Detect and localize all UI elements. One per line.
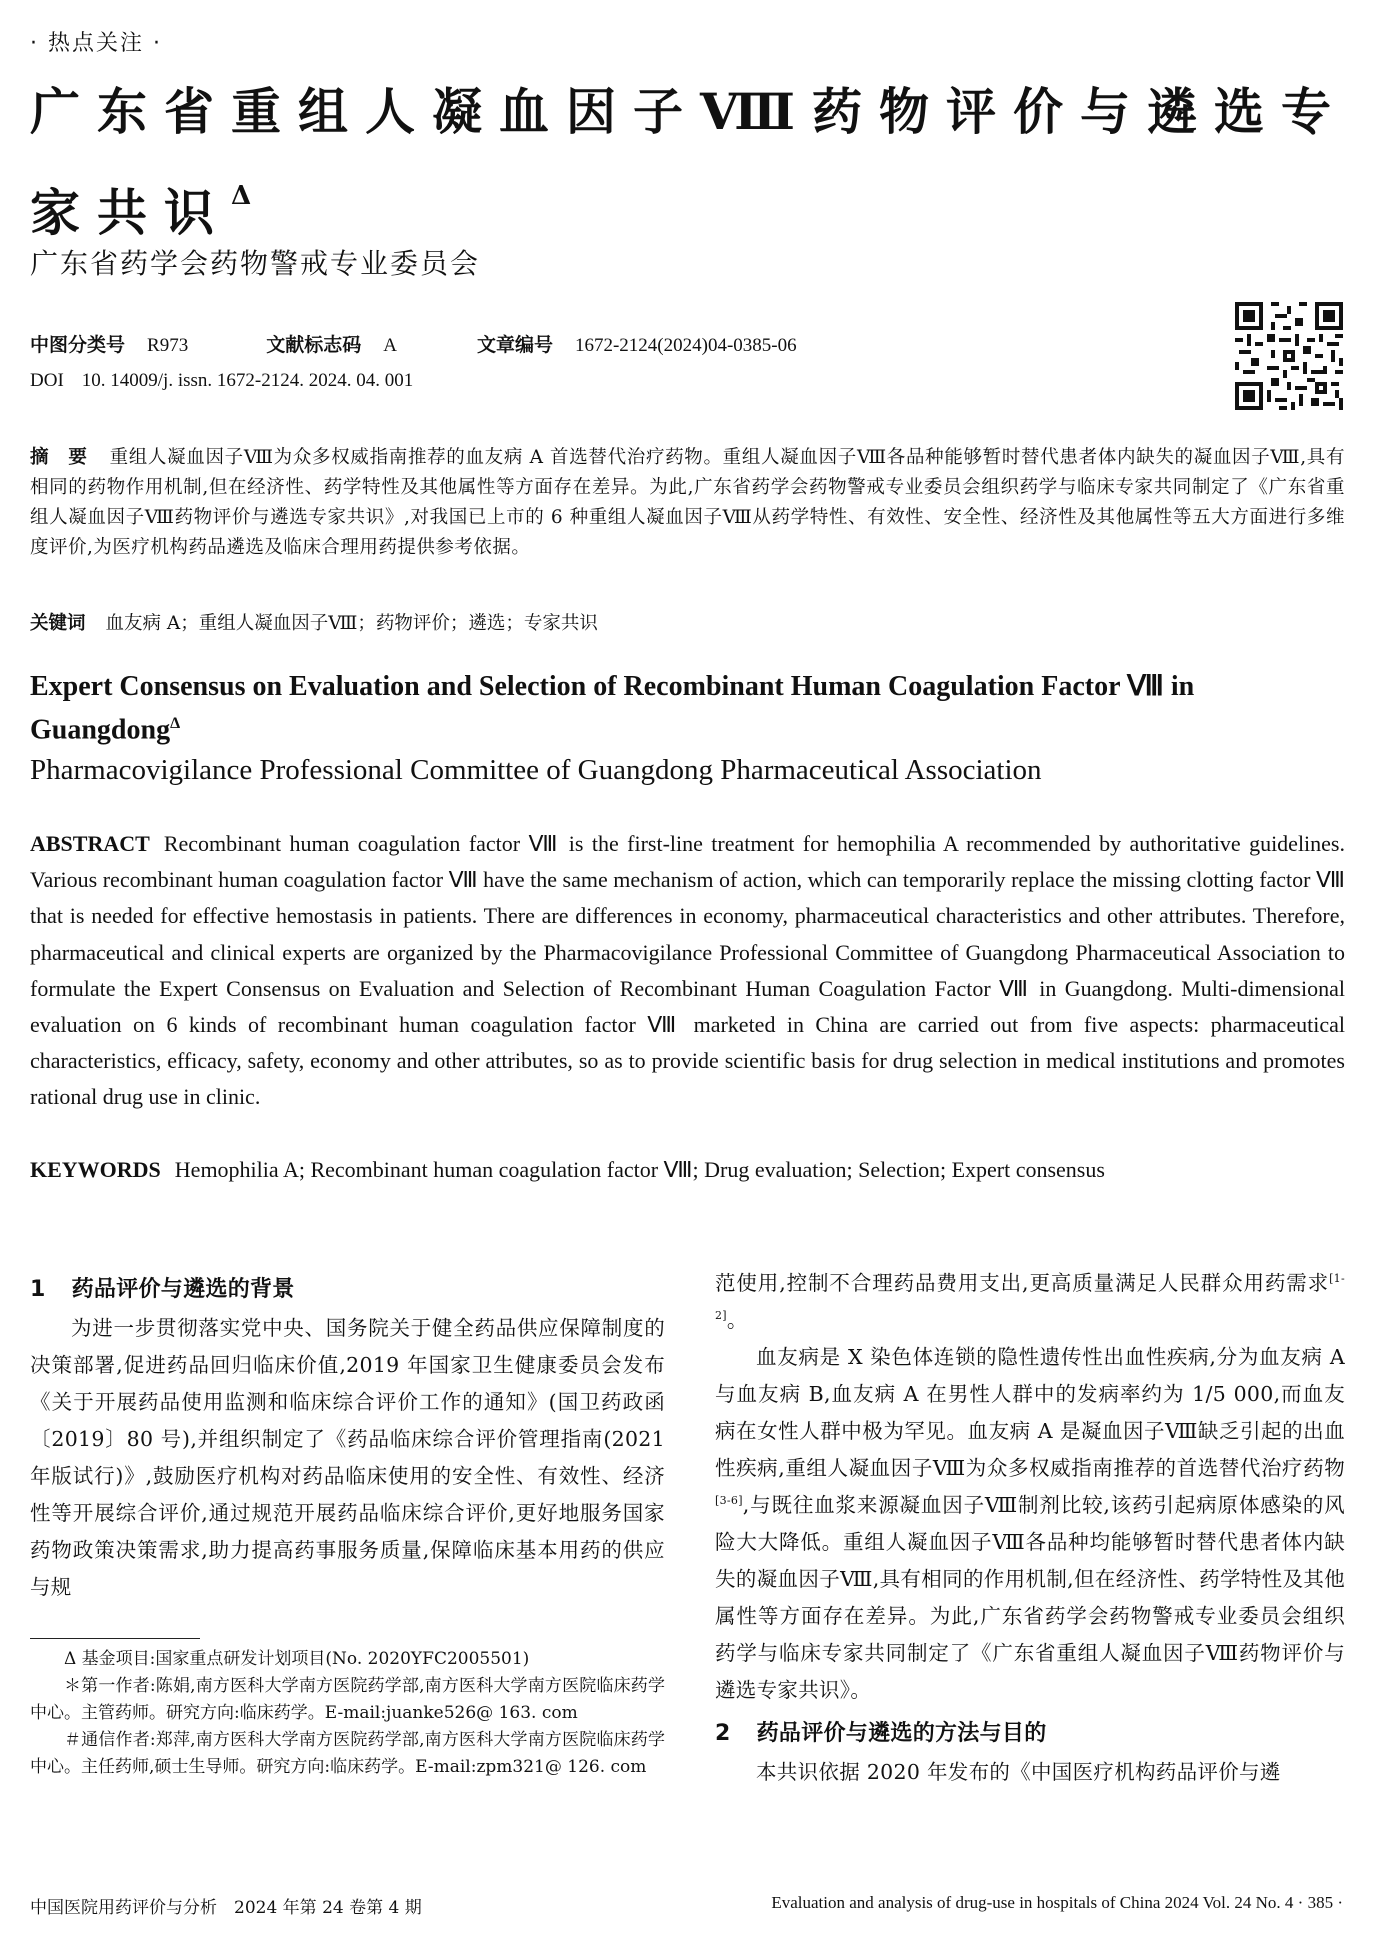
abstract-zh-text: 重组人凝血因子Ⅷ为众多权威指南推荐的血友病 A 首选替代治疗药物。重组人凝血因子Ⅷ各品种能够暂时替代患者体内缺失的凝血因子Ⅷ,具有相同的药物作用机制,但在经济性、药学特性及其他属性等方面存在差异。为此,广东省药学会药物警戒专业委员会组织药学与临床专家共同制定了《广东省重组人凝血因子Ⅷ药物评价与遴选专家共识》,对我国已上市的 6 种重组人凝血因子Ⅷ从药学特性、有效性、安全性、经济性及其他属性等五大方面进行多维度评价,为医疗机构药品遴选及临床合理用药提供参考依据。 — [30, 447, 1345, 558]
paragraph-hemophilia-rest: ,与既往血浆来源凝血因子Ⅷ制剂比较,该药引起病原体感染的风险大大降低。重组人凝血因子Ⅷ各品种均能够暂时替代患者体内缺失的凝血因子Ⅷ,具有相同的作用机制,但在经济性、药学特性及其他属性等方面存在差异。为此,广东省药学会药物警戒专业委员会组织药学与临床专家共同制定了《广东省重组人凝血因子Ⅷ药物评价与遴选专家共识》。 — [715, 1493, 1345, 1702]
author-org-zh: 广东省药学会药物警戒专业委员会 — [30, 247, 481, 280]
paragraph-hemophilia-text: 血友病是 X 染色体连锁的隐性遗传性出血性疾病,分为血友病 A 与血友病 B,血友病 A 在男性人群中的发病率约为 1/5 000,而血友病在女性人群中极为罕见。血友病 A 是凝血因子Ⅷ缺乏引起的出血性疾病,重组人凝血因子Ⅷ为众多权威指南推荐的首选替代治疗药物 — [715, 1345, 1345, 1480]
citation-ref-3-6[interactable]: [3-6] — [715, 1494, 743, 1508]
doi-row — [30, 370, 413, 392]
footnote-divider — [30, 1638, 200, 1639]
section-1-title: 药品评价与遴选的背景 — [71, 1277, 295, 1302]
citation-ref-1-2[interactable]: [1-2] — [715, 1272, 1345, 1323]
footnotes — [30, 1646, 665, 1781]
keywords-en-text: Hemophilia A; Recombinant human coagulation factor Ⅷ; Drug evaluation; Selection; Expert consensus — [174, 1157, 1105, 1182]
article-no-value: 1672-2124(2024)04-0385-06 — [574, 335, 797, 356]
section-2-paragraph: 本共识依据 2020 年发布的《中国医疗机构药品评价与遴 — [756, 1760, 1281, 1784]
clc-label: 中图分类号 — [30, 334, 126, 356]
abstract-en-label: ABSTRACT — [30, 831, 150, 856]
abstract-en — [30, 826, 1345, 1116]
clc-value: R973 — [147, 335, 189, 356]
section-1-heading — [30, 1271, 665, 1308]
keywords-en — [30, 1152, 1345, 1188]
doi-value[interactable]: 10. 14009/j. issn. 1672-2124. 2024. 04. 001 — [81, 370, 414, 391]
keywords-en-label: KEYWORDS — [30, 1157, 161, 1182]
paragraph-continued-text: 范使用,控制不合理药品费用支出,更高质量满足人民群众用药需求 — [715, 1271, 1330, 1295]
paragraph-continued — [715, 1265, 1345, 1339]
section-2-number: 2 — [715, 1721, 731, 1746]
footer-journal-en: Evaluation and analysis of drug-use in hospitals of China 2024 Vol. 24 No. 4 · 385 · — [771, 1893, 1343, 1912]
title-zh-text: 广东省重组人凝血因子Ⅷ药物评价与遴选专家共识 — [30, 82, 1348, 242]
footnote-corresponding-author: ＃通信作者:郑萍,南方医科大学南方医院药学部,南方医科大学南方医院临床药学中心。主任药师,硕士生导师。研究方向:临床药学。E-mail:zpm321@ 126. com — [30, 1730, 665, 1777]
title-en-text: Expert Consensus on Evaluation and Selection of Recombinant Human Coagulation Factor Ⅷ in Guangdong — [30, 671, 1195, 746]
article-title-zh — [30, 70, 1350, 255]
doi-label: DOI — [30, 370, 64, 391]
section-1-number: 1 — [30, 1277, 46, 1302]
title-en-mark: Δ — [170, 715, 181, 732]
footnote-first-author: ＊第一作者:陈娟,南方医科大学南方医院药学部,南方医科大学南方医院临床药学中心。主管药师。研究方向:临床药学。E-mail:juanke526@ 163. com — [30, 1676, 665, 1723]
paragraph-continued-end: 。 — [726, 1308, 748, 1332]
keywords-zh — [30, 609, 598, 635]
doc-code-value: A — [383, 335, 397, 356]
section-1-paragraph: 为进一步贯彻落实党中央、国务院关于健全药品供应保障制度的决策部署,促进药品回归临床价值,2019 年国家卫生健康委员会发布《关于开展药品使用监测和临床综合评价工作的通知》(国卫药政函〔2019〕80 号),并组织制定了《药品临床综合评价管理指南(2021 年版试行)》,鼓励医疗机构对药品临床使用的安全性、有效性、经济性等开展综合评价,通过规范开展药品临床综合评价,更好地服务国家药物政策决策需求,助力提高药事服务质量,保障临床基本用药的供应与规 — [30, 1316, 665, 1599]
abstract-en-text: Recombinant human coagulation factor Ⅷ is the first-line treatment for hemophilia A recommended by authoritative guidelines. Various recombinant human coagulation factor Ⅷ have the same mechanism of action, which can temporarily replace the missing clotting factor Ⅷ that is needed for effective hemostasis in patients. There are differences in economy, pharmaceutical characteristics and other attributes. Therefore, pharmaceutical and clinical experts are organized by the Pharmacovigilance Professional Committee of Guangdong Pharmaceutical Association to formulate the Expert Consensus on Evaluation and Selection of Recombinant Human Coagulation Factor Ⅷ in Guangdong. Multi-dimensional evaluation on 6 kinds of recombinant human coagulation factor Ⅷ marketed in China are carried out from five aspects: pharmaceutical characteristics, efficacy, safety, economy and other attributes, so as to provide scientific basis for drug selection in medical institutions and promotes rational drug use in clinic. — [30, 831, 1345, 1110]
paragraph-hemophilia — [715, 1339, 1345, 1709]
footnote-fund: Δ 基金项目:国家重点研发计划项目(No. 2020YFC2005501) — [64, 1649, 530, 1669]
body-column-right — [715, 1265, 1345, 1791]
keywords-zh-label: 关键词 — [30, 613, 86, 634]
classification-row — [30, 330, 797, 357]
column-tag: · 热点关注 · — [30, 31, 162, 56]
footer-journal-zh: 中国医院用药评价与分析 2024 年第 24 卷第 4 期 — [30, 1898, 422, 1918]
abstract-zh-label: 摘 要 — [30, 447, 88, 468]
body-column-left — [30, 1265, 665, 1606]
qr-code[interactable] — [1235, 302, 1343, 410]
doc-code-label: 文献标志码 — [266, 334, 362, 356]
section-2-title: 药品评价与遴选的方法与目的 — [756, 1721, 1047, 1746]
title-zh-mark: Δ — [231, 181, 252, 211]
keywords-zh-text: 血友病 A；重组人凝血因子Ⅷ；药物评价；遴选；专家共识 — [105, 613, 598, 634]
author-org-en: Pharmacovigilance Professional Committee of Guangdong Pharmaceutical Association — [30, 754, 1042, 786]
article-title-en — [30, 668, 1350, 748]
article-no-label: 文章编号 — [476, 334, 553, 356]
abstract-zh — [30, 443, 1345, 563]
section-2-heading — [715, 1715, 1345, 1752]
